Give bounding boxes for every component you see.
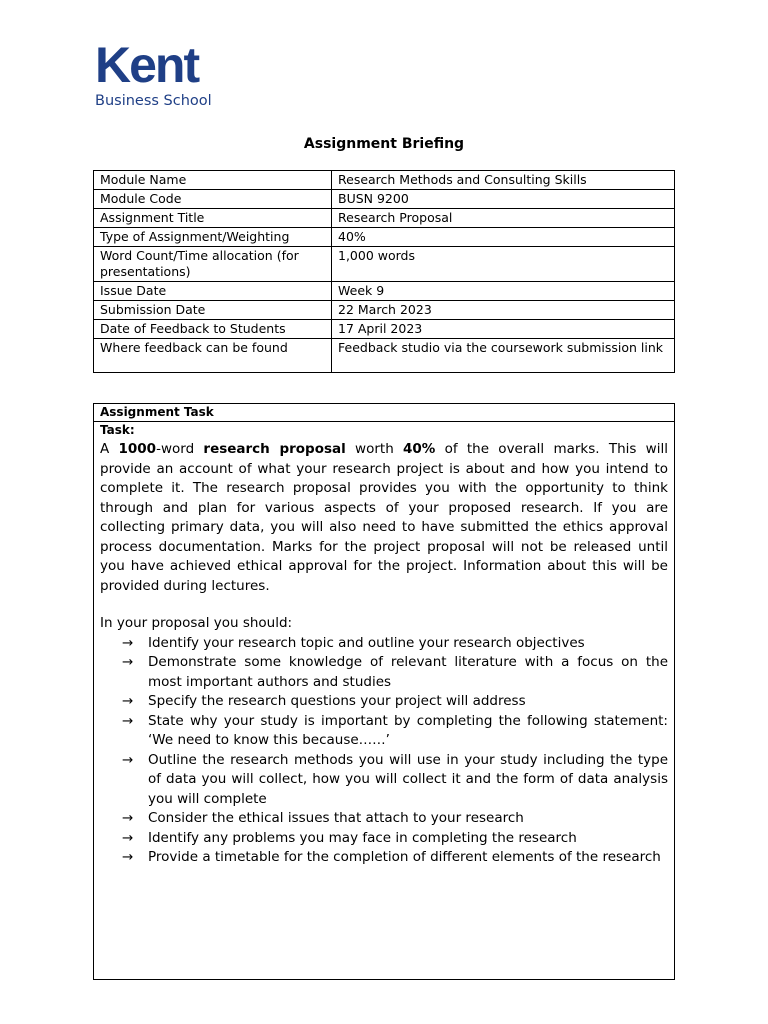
table-row	[94, 171, 675, 190]
task-label: Task:	[100, 423, 135, 437]
para-text: -word	[156, 441, 204, 457]
list-item-text: Provide a timetable for the completion of different elements of the research	[148, 849, 661, 865]
task-box-header: Assignment Task	[94, 404, 674, 422]
row-label: Date of Feedback to Students	[94, 320, 332, 339]
task-paragraph	[100, 440, 668, 596]
para-text: of the overall marks. This will provide an account of what your research project is about and how you intend to complete it. The research proposal provides you with the opportunity to think through and plan for various aspects of your proposed research. If you are collecting primary data, you will also need to have submitted the ethics approval process documentation. Marks for the project proposal will not be released until you have achieved ethical approval for the project. Information about this will be provided during lectures.	[100, 441, 668, 594]
list-item	[122, 751, 668, 810]
row-value: 17 April 2023	[332, 320, 675, 339]
arrow-right-icon: →	[122, 634, 134, 651]
row-value: Week 9	[332, 282, 675, 301]
list-item-text: Demonstrate some knowledge of relevant literature with a focus on the most important authors and studies	[148, 654, 668, 690]
list-item-text: Consider the ethical issues that attach to your research	[148, 810, 524, 826]
list-item-text: Identify any problems you may face in completing the research	[148, 829, 577, 846]
row-value: 1,000 words	[332, 247, 675, 282]
list-item	[122, 653, 668, 692]
table-row	[94, 320, 675, 339]
list-item-text: Identify your research topic and outline your research objectives	[148, 634, 585, 651]
list-item-text: State why your study is important by completing the following statement: ‘We need to know this because……’	[148, 712, 668, 748]
row-label: Issue Date	[94, 282, 332, 301]
row-label: Assignment Title	[94, 209, 332, 228]
list-item	[122, 692, 668, 712]
row-label: Module Name	[94, 171, 332, 190]
para-bold-word-count: 1000	[118, 441, 157, 457]
row-value: Feedback studio via the coursework submission link	[332, 339, 675, 373]
list-item	[122, 634, 668, 654]
page-title: Assignment Briefing	[303, 136, 465, 152]
table-row	[94, 282, 675, 301]
row-label: Type of Assignment/Weighting	[94, 228, 332, 247]
assignment-task-box	[93, 403, 675, 980]
table-row	[94, 228, 675, 247]
list-item	[122, 829, 668, 849]
arrow-right-icon: →	[122, 654, 134, 670]
row-label: Module Code	[94, 190, 332, 209]
bullets-intro: In your proposal you should:	[100, 615, 293, 631]
row-label: Word Count/Time allocation (for presentations)	[94, 247, 332, 282]
para-bold-weighting: 40%	[403, 441, 436, 457]
assignment-info-table	[93, 170, 675, 373]
row-label: Submission Date	[94, 301, 332, 320]
table-row	[94, 339, 675, 373]
para-text: A	[100, 441, 119, 457]
row-value: 40%	[332, 228, 675, 247]
arrow-right-icon: →	[122, 849, 134, 865]
list-item	[122, 848, 668, 868]
arrow-right-icon: →	[122, 751, 134, 768]
arrow-right-icon: →	[122, 810, 134, 826]
task-body	[94, 422, 674, 868]
kent-business-school-logo	[95, 37, 212, 110]
arrow-right-icon: →	[122, 712, 134, 729]
arrow-right-icon: →	[122, 693, 134, 709]
list-item-text: Specify the research questions your project will address	[148, 693, 526, 709]
table-row	[94, 190, 675, 209]
list-item	[122, 809, 668, 829]
para-text: worth	[345, 441, 404, 457]
logo-school-name: Business School	[95, 93, 212, 109]
row-value: 22 March 2023	[332, 301, 675, 320]
row-value: Research Methods and Consulting Skills	[332, 171, 675, 190]
list-item	[122, 712, 668, 751]
logo-wordmark: Kent	[95, 37, 199, 93]
row-value: BUSN 9200	[332, 190, 675, 209]
table-row	[94, 301, 675, 320]
para-bold-proposal: research proposal	[203, 441, 346, 457]
list-item-text: Outline the research methods you will use in your study including the type of data you will collect, how you will collect it and the form of data analysis you will complete	[148, 751, 668, 807]
row-value: Research Proposal	[332, 209, 675, 228]
row-label: Where feedback can be found	[94, 339, 332, 373]
requirements-list	[100, 634, 668, 868]
table-row	[94, 209, 675, 228]
arrow-right-icon: →	[122, 829, 134, 846]
table-row	[94, 247, 675, 282]
